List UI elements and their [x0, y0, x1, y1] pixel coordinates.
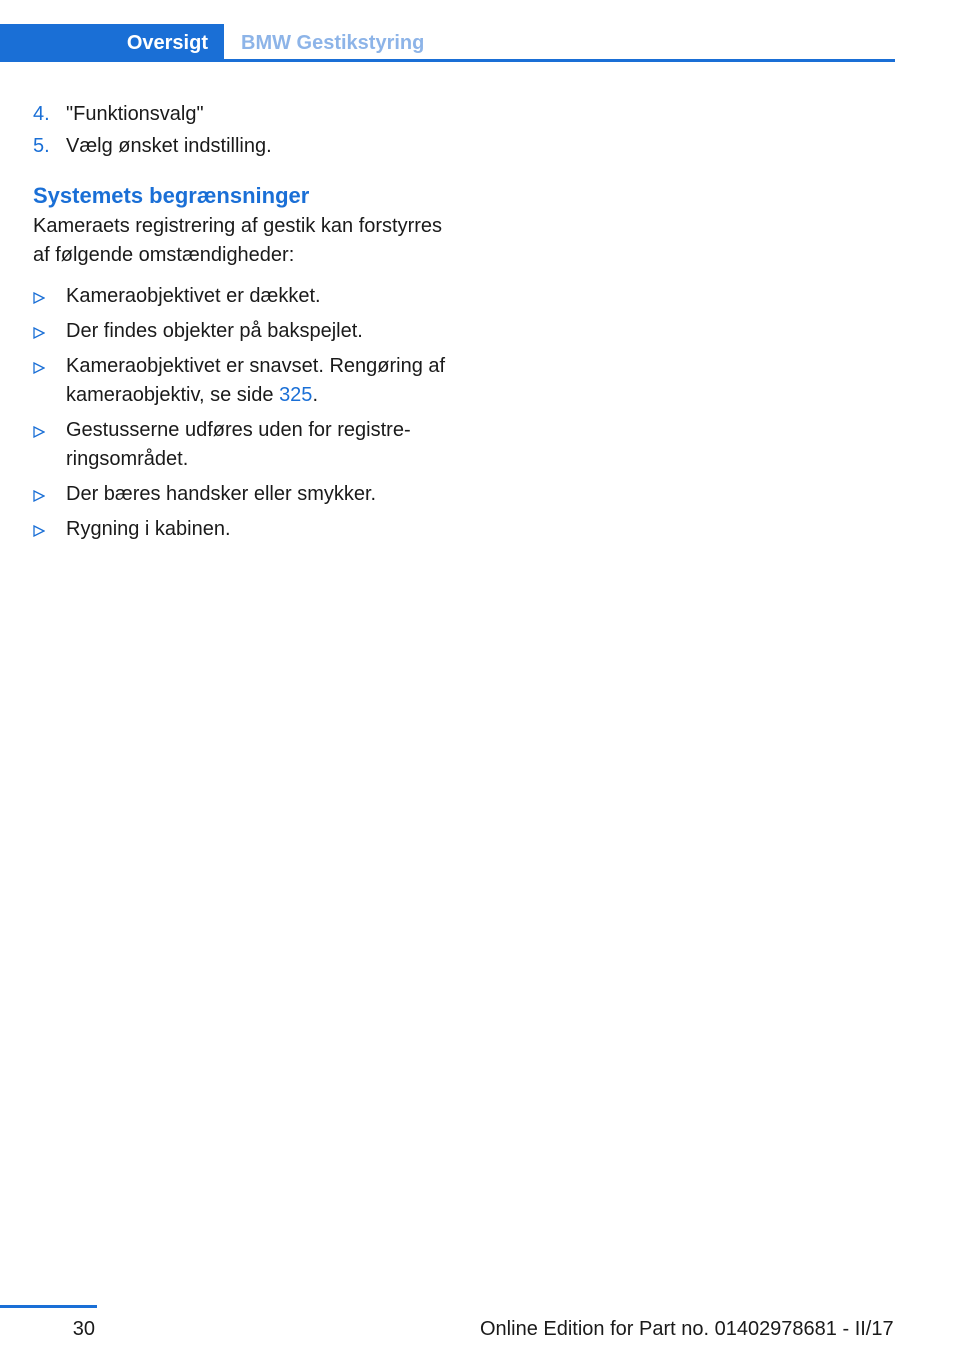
- page-link[interactable]: 325: [279, 384, 313, 406]
- step-text: Vælg ønsket indstilling.: [66, 135, 272, 157]
- step-item: [33, 100, 453, 129]
- step-text: "Funktionsvalg": [66, 103, 204, 125]
- list-item-text: Der bæres handsker eller smykker.: [66, 483, 377, 505]
- main-content: [33, 100, 453, 547]
- list-item: [33, 317, 453, 346]
- list-item: [33, 480, 453, 509]
- list-item-text-end: .: [312, 384, 318, 406]
- triangle-bullet-icon: [33, 515, 66, 544]
- step-item: [33, 132, 453, 161]
- header-bar: [0, 0, 895, 62]
- step-number: 5.: [33, 135, 50, 157]
- list-item-text: Kameraobjektivet er dækket.: [66, 285, 321, 307]
- triangle-bullet-icon: [33, 416, 66, 474]
- page-number: 30: [72, 1318, 95, 1340]
- list-item-text: [66, 352, 453, 410]
- list-item-text-main: Kameraobjektivet er snavset. Rengøring af kameraobjektiv, se side: [66, 355, 446, 406]
- list-item: [33, 515, 453, 544]
- section-heading: Systemets begrænsninger: [33, 183, 310, 208]
- triangle-bullet-icon: [33, 317, 66, 346]
- triangle-bullet-icon: [33, 480, 66, 509]
- edition-text: Online Edition for Part no. 01402978681 - II/17: [480, 1318, 894, 1340]
- step-number: 4.: [33, 103, 50, 125]
- section-intro: Kameraets registrering af gestik kan forstyrres af følgende omstændigheder:: [33, 215, 443, 266]
- list-item: [33, 416, 453, 474]
- footer-divider: [0, 1305, 97, 1308]
- list-item-text: Der findes objekter på bakspejlet.: [66, 320, 363, 342]
- list-item: [33, 352, 453, 410]
- header-divider: [0, 59, 895, 62]
- tab-oversigt[interactable]: Oversigt: [0, 24, 224, 62]
- triangle-bullet-icon: [33, 282, 66, 311]
- tab-bmw-gestikstyring[interactable]: BMW Gestikstyring: [241, 31, 425, 54]
- triangle-bullet-icon: [33, 352, 66, 410]
- list-item: [33, 282, 453, 311]
- list-item-text: Rygning i kabinen.: [66, 518, 231, 540]
- list-item-text: Gestusserne udføres uden for registre-ringsområdet.: [66, 419, 411, 470]
- bullet-list: [33, 282, 453, 544]
